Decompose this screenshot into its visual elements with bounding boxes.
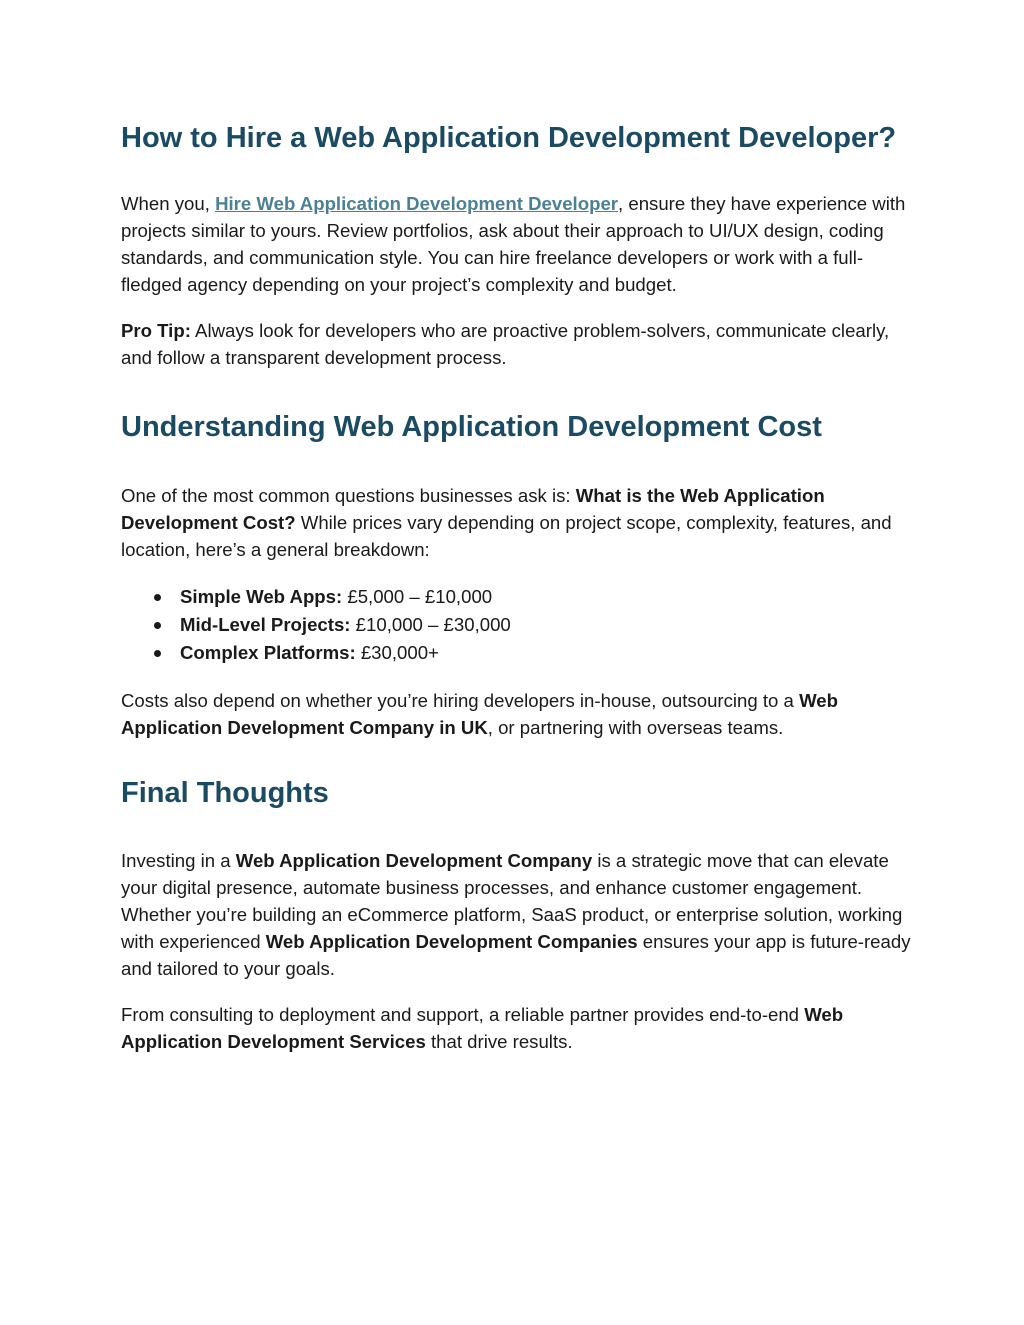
bold-companies: Web Application Development Companies: [265, 931, 638, 952]
text: , ensure they have experience with projects similar to yours. Review portfolios, ask about their approach to UI/UX design, coding standards, and communication style. You can hire freelance developers or work with a full-fledged agency depending on your project’s complexity and budget.: [121, 193, 906, 295]
heading-final-thoughts: Final Thoughts: [121, 777, 329, 809]
bold-company-uk: Web Application Development Company in UK: [121, 690, 838, 738]
bold-company: Web Application Development Company: [235, 850, 593, 871]
text: that drive results.: [425, 1031, 573, 1052]
text: ensures your app is future-ready and tailored to your goals.: [121, 931, 911, 979]
item-value: £5,000 – £10,000: [342, 586, 493, 607]
item-value: £10,000 – £30,000: [350, 614, 511, 635]
bullet-icon: [154, 650, 161, 657]
item-label: Simple Web Apps:: [180, 586, 343, 607]
item-value: £30,000+: [355, 642, 439, 663]
pro-tip-text: Always look for developers who are proactive problem-solvers, communicate clearly, and follow a transparent development process.: [121, 320, 890, 368]
bold-question: What is the Web Application Development Cost?: [121, 485, 825, 533]
paragraph-pro-tip: [121, 317, 914, 371]
paragraph-consulting: [121, 1001, 914, 1055]
paragraph-costs-depend: [121, 687, 914, 741]
list-item: [121, 611, 914, 639]
pro-tip-label: Pro Tip:: [121, 320, 191, 341]
list-item: [121, 583, 914, 611]
heading-development-cost: Understanding Web Application Development Cost: [121, 411, 822, 443]
heading-hire-developer: How to Hire a Web Application Development Developer?: [121, 122, 897, 154]
text: From consulting to deployment and support, a reliable partner provides end-to-end: [121, 1004, 805, 1025]
list-item: [121, 639, 914, 667]
text: When you,: [121, 193, 216, 214]
hire-developer-link[interactable]: Hire Web Application Development Developer: [215, 193, 619, 214]
text: While prices vary depending on project scope, complexity, features, and location, here’s a general breakdown:: [121, 512, 892, 560]
text: Costs also depend on whether you’re hiring developers in-house, outsourcing to a: [121, 690, 800, 711]
paragraph-hire-intro: [121, 190, 914, 298]
bold-services: Web Application Development Services: [121, 1004, 844, 1052]
item-label: Complex Platforms:: [180, 642, 356, 663]
bullet-icon: [154, 622, 161, 629]
text: Investing in a: [121, 850, 236, 871]
item-label: Mid-Level Projects:: [180, 614, 351, 635]
cost-breakdown-list: [121, 583, 914, 667]
text: , or partnering with overseas teams.: [487, 717, 784, 738]
text: One of the most common questions businesses ask is:: [121, 485, 576, 506]
bullet-icon: [154, 594, 161, 601]
paragraph-cost-intro: [121, 482, 914, 563]
text: is a strategic move that can elevate your digital presence, automate business processes, and enhance customer engagement. Whether you’re building an eCommerce platform, SaaS product, or enterprise solution, working with experienced: [121, 850, 903, 952]
paragraph-investing: [121, 847, 914, 982]
